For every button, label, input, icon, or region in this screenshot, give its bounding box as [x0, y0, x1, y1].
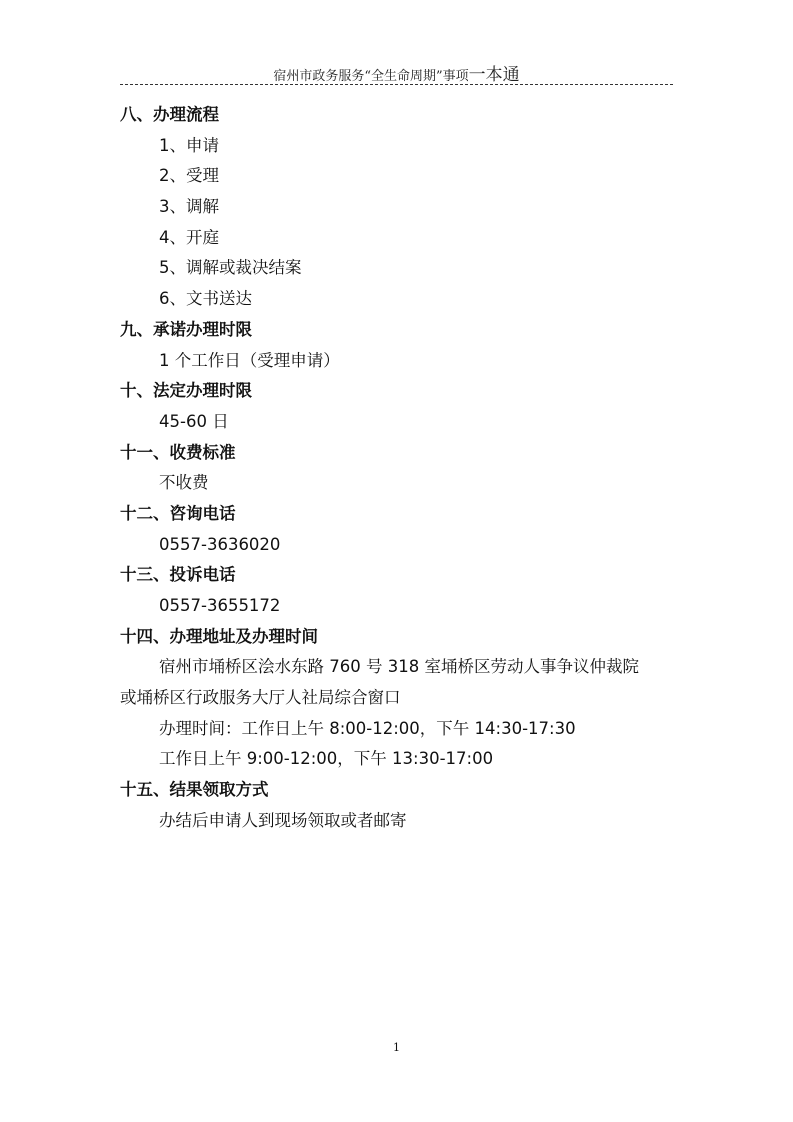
process-step: 2、受理	[159, 166, 219, 186]
section-heading-process: 八、办理流程	[120, 105, 219, 124]
office-hours: 工作日上午 9:00-12:00，下午 13:30-17:00	[159, 749, 494, 769]
section-heading-complaint-phone: 十三、投诉电话	[120, 565, 236, 585]
section-heading-result-pickup: 十五、结果领取方式	[120, 780, 269, 800]
section-heading-fee: 十一、收费标准	[120, 442, 236, 462]
process-step: 4、开庭	[159, 227, 219, 247]
promised-time-text: 1 个工作日（受理申请）	[159, 350, 340, 370]
address-line: 或埇桥区行政服务大厅人社局综合窗口	[120, 688, 401, 708]
result-pickup-text: 办结后申请人到现场领取或者邮寄	[159, 810, 407, 830]
legal-time-text: 45-60 日	[159, 411, 229, 431]
header-title-tail: 一本通	[468, 65, 520, 85]
page-header	[120, 60, 673, 85]
page-number: 1	[393, 1041, 400, 1054]
inquiry-phone: 0557-3636020	[159, 534, 281, 554]
section-heading-promised-time: 九、承诺办理时限	[120, 319, 252, 339]
header-divider	[120, 84, 673, 85]
address-line: 宿州市埇桥区浍水东路 760 号 318 室埇桥区劳动人事争议仲裁院	[159, 657, 639, 677]
header-title: 宿州市政务服务“全生命周期”事项	[273, 69, 469, 84]
process-step: 5、调解或裁决结案	[159, 258, 302, 278]
section-heading-address: 十四、办理地址及办理时间	[120, 626, 318, 646]
process-step: 6、文书送达	[159, 289, 252, 309]
section-heading-inquiry-phone: 十二、咨询电话	[120, 503, 236, 523]
process-step: 3、调解	[159, 197, 219, 217]
process-step: 1、申请	[159, 135, 219, 155]
document-body	[120, 100, 690, 837]
office-hours: 办理时间：工作日上午 8:00-12:00，下午 14:30-17:30	[159, 718, 576, 738]
section-heading-legal-time: 十、法定办理时限	[120, 381, 252, 401]
fee-text: 不收费	[159, 473, 209, 493]
complaint-phone: 0557-3655172	[159, 596, 281, 615]
